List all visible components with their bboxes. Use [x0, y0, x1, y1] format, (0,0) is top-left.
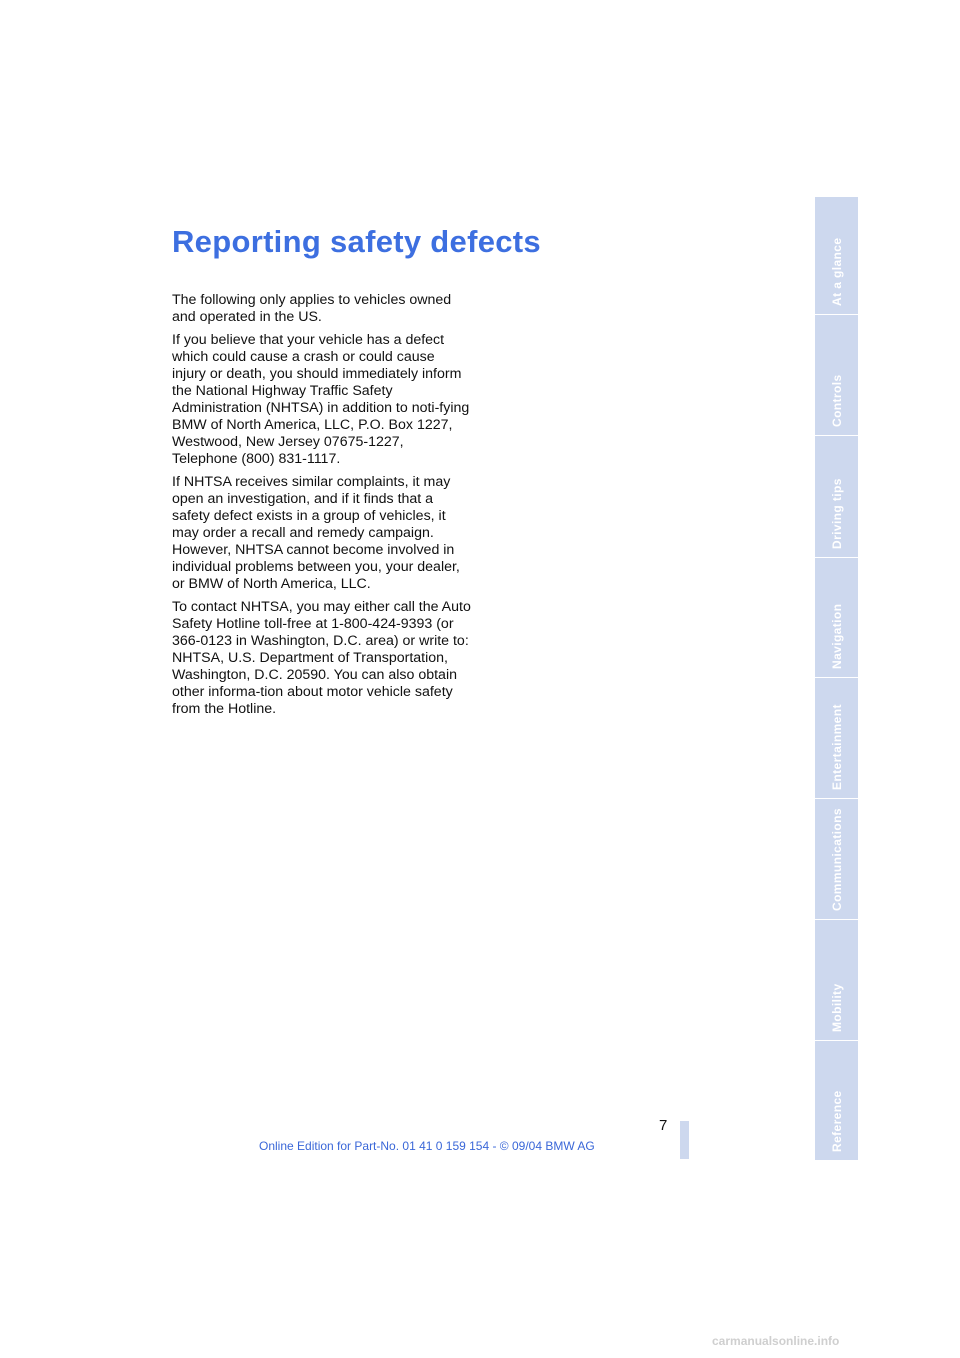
tab-controls[interactable] — [815, 315, 858, 436]
paragraph-contact-nhtsa: To contact NHTSA, you may either call the Auto Safety Hotline toll-free at 1-800-424-9393 (or 366-0123 in Washington, D.C. area) or write to: NHTSA, U.S. Department of Transportation, Washington, D.C. 20590. You can also obtain other informa-tion about motor vehicle safety from the Hotline. — [172, 599, 471, 717]
tab-label: Mobility — [829, 983, 844, 1032]
tab-label: Communications — [829, 808, 844, 911]
tab-label: Entertainment — [829, 704, 844, 790]
body-text — [172, 292, 472, 724]
tab-mobility[interactable] — [815, 920, 858, 1041]
paragraph-defect-report: If you believe that your vehicle has a defect which could cause a crash or could cause injury or death, you should immediately inform the National Highway Traffic Safety Administration (NHTSA) in addition to noti-fying BMW of North America, LLC, P.O. Box 1227, Westwood, New Jersey 07675-1227, Telephone (800) 831-1117. — [172, 332, 470, 467]
watermark: carmanualsonline.info — [712, 1334, 840, 1348]
tab-driving-tips[interactable] — [815, 436, 858, 558]
tab-at-a-glance[interactable] — [815, 197, 858, 315]
tab-label: Driving tips — [829, 478, 844, 549]
page-number: 7 — [659, 1117, 668, 1134]
tab-label: Reference — [829, 1090, 844, 1152]
tab-navigation[interactable] — [815, 558, 858, 678]
page-marker — [680, 1121, 689, 1159]
tab-label: At a glance — [829, 237, 844, 306]
chapter-sidebar — [815, 197, 858, 1160]
tab-reference[interactable] — [815, 1041, 858, 1160]
tab-entertainment[interactable] — [815, 678, 858, 799]
footer-edition-note: Online Edition for Part-No. 01 41 0 159 154 - © 09/04 BMW AG — [259, 1139, 595, 1153]
page-title: Reporting safety defects — [172, 224, 541, 259]
tab-communications[interactable] — [815, 799, 858, 920]
paragraph-investigation: If NHTSA receives similar complaints, it may open an investigation, and if it finds that a safety defect exists in a group of vehicles, it may order a recall and remedy campaign. However, NHTSA cannot become involved in individual problems between you, your dealer, or BMW of North America, LLC. — [172, 474, 460, 592]
tab-label: Navigation — [829, 603, 844, 669]
tab-label: Controls — [829, 374, 844, 427]
paragraph-us-only: The following only applies to vehicles owned and operated in the US. — [172, 292, 452, 325]
